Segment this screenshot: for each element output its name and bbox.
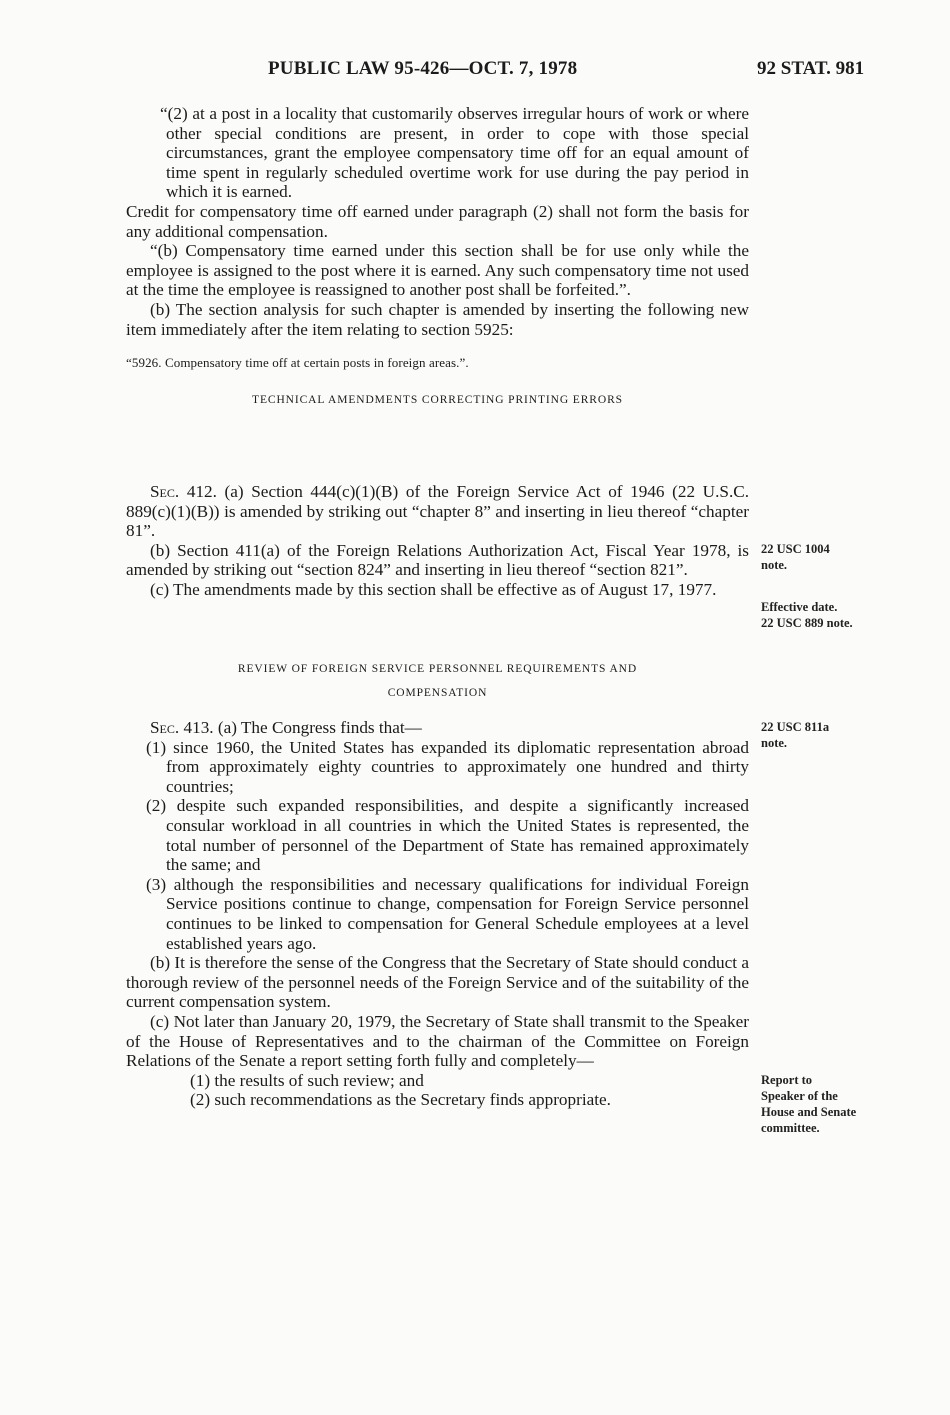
section-top <box>126 104 749 409</box>
heading-review-line2: COMPENSATION <box>387 687 488 699</box>
paragraph-credit: Credit for compensatory time off earned under paragraph (2) shall not form the basis for any additional compensation. <box>126 201 749 241</box>
margin-note-line: Effective date. <box>761 600 838 614</box>
heading-review-line1: REVIEW OF FOREIGN SERVICE PERSONNEL REQUIREMENTS AND <box>237 663 638 675</box>
statute-page-number: 92 STAT. 981 <box>757 58 865 79</box>
finding-3: (3) although the responsibilities and necessary qualifications for individual Foreign Service positions continue to change, compensation for Foreign Service personnel continues to be linked to compensation for General Schedule employees at a level established years ago. <box>146 874 749 953</box>
sec-label: Sec. <box>150 718 180 737</box>
sec-412-c: (c) The amendments made by this section shall be effective as of August 17, 1977. <box>150 579 717 599</box>
margin-note-line: 22 USC 811a <box>761 720 830 734</box>
section-413 <box>126 718 749 1110</box>
margin-note-22usc811a <box>761 719 829 751</box>
sec-412-b: (b) Section 411(a) of the Foreign Relations Authorization Act, Fiscal Year 1978, is amended by striking out “section 824” and inserting in lieu thereof “section 821”. <box>126 540 749 580</box>
sec-413-a-text: 413. (a) The Congress finds that— <box>183 718 422 737</box>
new-item-5926: “5926. Compensatory time off at certain posts in foreign areas.”. <box>126 355 469 371</box>
sec-413-a <box>126 718 749 738</box>
page-header <box>0 58 950 84</box>
margin-note-line: Speaker of the <box>761 1089 838 1103</box>
paragraph-b-section-analysis: (b) The section analysis for such chapter is amended by inserting the following new item immediately after the item relating to section 5925: <box>126 299 749 339</box>
sec-label: Sec. <box>150 482 180 501</box>
sec-413-c-1: (1) the results of such review; and <box>190 1070 424 1090</box>
margin-note-effective-date <box>761 599 853 631</box>
margin-note-line: Report to <box>761 1073 813 1087</box>
section-412 <box>126 482 749 600</box>
finding-2: (2) despite such expanded responsibilities, and despite a significantly increased consular workload in all countries in which the United States is represented, the total number of personnel of the Department of State has remained approximately the same; and <box>146 796 749 875</box>
paragraph-b-compensatory: “(b) Compensatory time earned under this section shall be for use only while the employee is assigned to the post where it is earned. Any such compensatory time not used at the time the employee is reassigned to another post shall be forfeited.”. <box>126 241 749 300</box>
heading-review-block <box>126 660 749 702</box>
paragraph-2-post-locality: “(2) at a post in a locality that customarily observes irregular hours of work or where other special conditions are present, in order to cope with those special circumstances, grant the employee compensatory time off for an equal amount of time spent in regularly scheduled overtime work for use during the pay period in which it is earned. <box>160 104 749 202</box>
finding-1: (1) since 1960, the United States has expanded its diplomatic representation abroad from approximately eighty countries to approximately one hundred and thirty countries; <box>146 737 749 796</box>
margin-note-line: 22 USC 1004 <box>761 542 830 556</box>
heading-technical-amendments: TECHNICAL AMENDMENTS CORRECTING PRINTING ERRORS <box>252 393 623 406</box>
sec-413-c-2: (2) such recommendations as the Secretary finds appropriate. <box>190 1090 611 1110</box>
sec-413-b: (b) It is therefore the sense of the Congress that the Secretary of State should conduct a thorough review of the personnel needs of the Foreign Service and of the suitability of the current compensation system. <box>126 953 749 1012</box>
margin-note-line: 22 USC 889 note. <box>761 616 853 630</box>
sec-412-a-text: 412. (a) Section 444(c)(1)(B) of the Foreign Service Act of 1946 (22 U.S.C. 889(c)(1)(B)) is amended by striking out “chapter 8” and inserting in lieu thereof “chapter 81”. <box>126 482 750 541</box>
sec-413-c: (c) Not later than January 20, 1979, the Secretary of State shall transmit to the Speaker of the House of Representatives and to the chairman of the Committee on Foreign Relations of the Senate a report setting forth fully and completely— <box>126 1011 749 1071</box>
margin-note-line: committee. <box>761 1121 820 1135</box>
margin-note-report <box>761 1072 856 1136</box>
sec-412-a <box>126 482 749 541</box>
law-title: PUBLIC LAW 95-426—OCT. 7, 1978 <box>268 58 578 79</box>
margin-note-line: House and Senate <box>761 1105 857 1119</box>
margin-note-line: note. <box>761 736 788 750</box>
margin-note-22usc1004 <box>761 541 830 573</box>
margin-note-line: note. <box>761 558 788 572</box>
